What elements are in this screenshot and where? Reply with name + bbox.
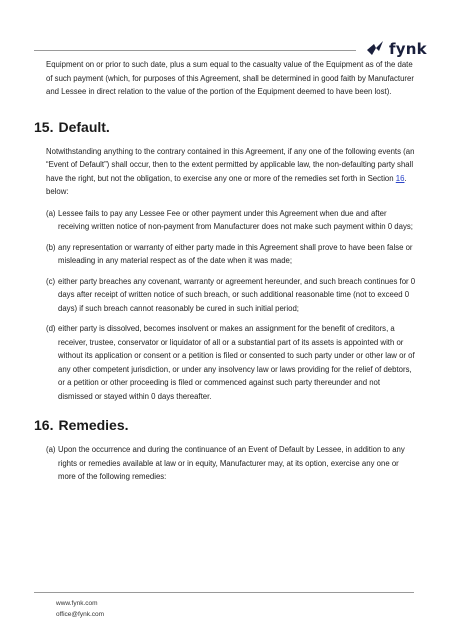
section-16-heading — [34, 417, 416, 433]
item-text: either party is dissolved, becomes insolvent or makes an assignment for the benefit of creditors, a receiver, trustee, conservator or liquidator of all or a substantial part of its assets is appointed with or without its application or consent or a petition is filed or consented to such party under or other law or of any other competent jurisdiction, or under any insolvency law or laws providing for the relief of debtors, or a petition or other proceeding is filed or commenced against such party thereunder and not dismissed or stayed within 0 days thereafter. — [58, 324, 415, 401]
item-text: Upon the occurrence and during the continuance of an Event of Default by Lessee, in addition to any rights or remedies available at law or in equity, Manufacturer may, at its option, exercise any one or more of the following remedies: — [58, 445, 405, 481]
header-divider — [34, 50, 356, 51]
section-15-number: 15. — [34, 118, 54, 135]
section-16-number: 16. — [34, 417, 54, 433]
section-15-list — [34, 207, 416, 404]
list-item — [46, 275, 416, 316]
footer-website[interactable]: www.fynk.com — [56, 600, 98, 607]
fynk-logo-icon — [366, 40, 386, 58]
item-text: Lessee fails to pay any Lessee Fee or other payment under this Agreement when due and after receiving written notice of non-payment from Manufacturer does not make such payment within 0 days; — [58, 208, 413, 231]
section-16-list — [34, 443, 416, 484]
item-label: (a) — [46, 445, 56, 454]
item-label: (d) — [46, 324, 56, 333]
section-15-paragraph — [34, 145, 416, 199]
brand-name: fynk — [389, 40, 427, 58]
item-text: any representation or warranty of either party made in this Agreement shall prove to have been false or misleading in any material respect as of the date when it was made; — [58, 242, 413, 265]
section-16-link[interactable]: 16 — [395, 173, 405, 183]
item-label: (c) — [46, 276, 56, 286]
intro-paragraph: Equipment on or prior to such date, plus a sum equal to the casualty value of the Equipment as of the date of such payment (which, for purposes of this Agreement, shall be determined in good faith by Manufacturer and Lessee in direct relation to the value of the portion of the Equipment deemed to have been lost). — [46, 60, 414, 96]
list-item — [46, 322, 416, 403]
list-item — [46, 207, 416, 234]
document-body — [34, 58, 416, 491]
section-15-title: Default. — [58, 118, 110, 135]
section-15-paragraph-tail: . below: — [46, 173, 407, 196]
section-15-paragraph-text: Notwithstanding anything to the contrary contained in this Agreement, if any one of the following events (an “Event of Default”) shall occur, then to the extent permitted by applicable law, the non-defaulting party shall have the right, but not the obligation, to exercise any one or more of the remedies set forth in Section — [46, 146, 415, 183]
section-15-heading — [34, 119, 416, 135]
brand-logo — [366, 40, 427, 58]
list-item — [46, 241, 416, 268]
item-label: (a) — [46, 208, 56, 218]
section-16-title: Remedies. — [58, 417, 129, 433]
item-label: (b) — [46, 242, 56, 252]
footer-divider — [34, 592, 414, 593]
list-item — [46, 443, 416, 484]
footer-email[interactable]: office@fynk.com — [56, 611, 105, 618]
footer — [56, 598, 104, 620]
item-text: either party breaches any covenant, warranty or agreement hereunder, and such breach continues for 0 days after receipt of written notice of such breach, or such additional reasonable time (not to exceed 0 days) if such breach cannot reasonably be cured in such initial period; — [58, 276, 416, 313]
